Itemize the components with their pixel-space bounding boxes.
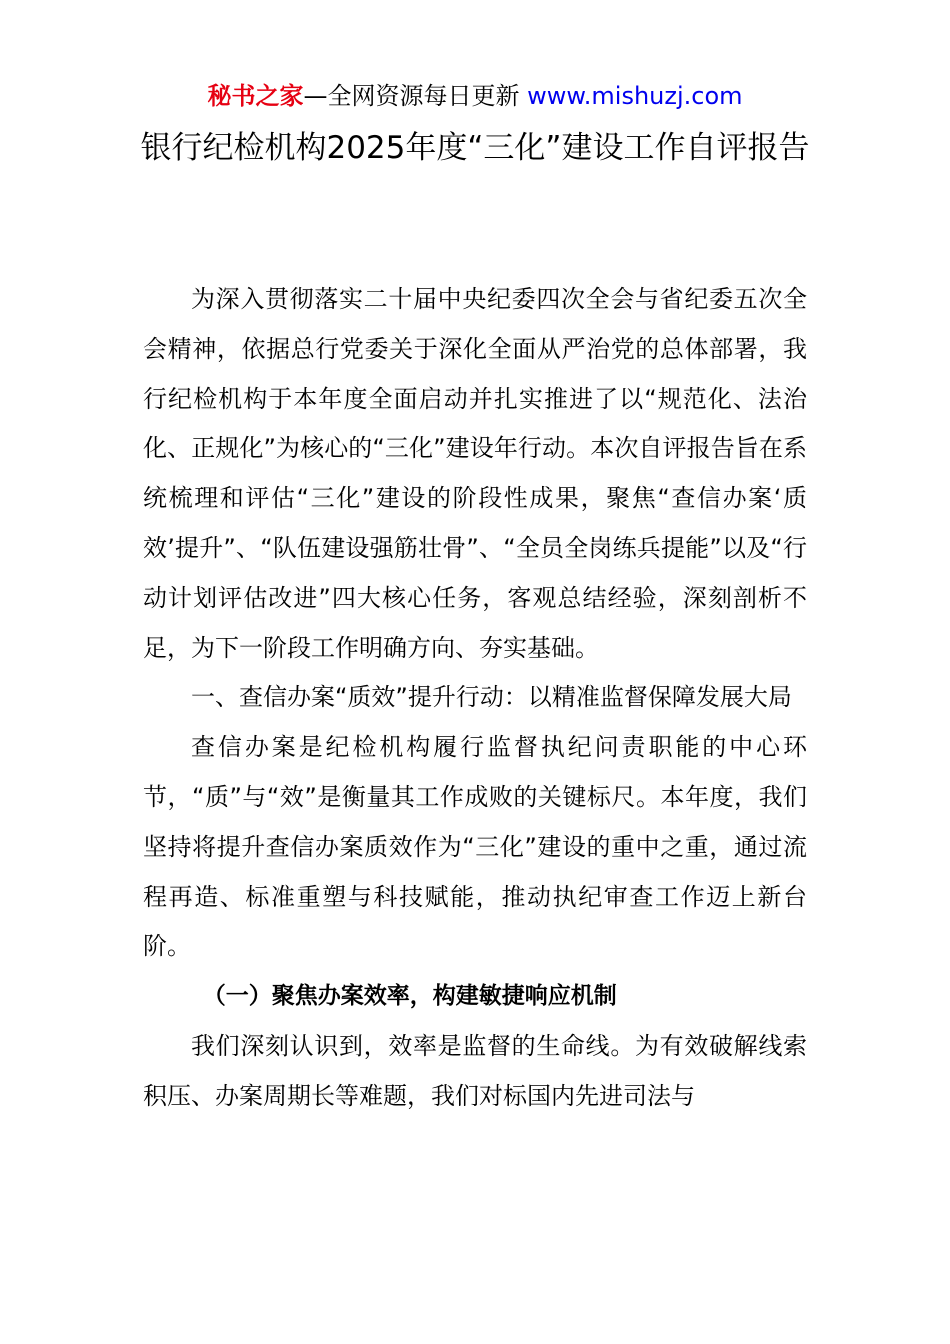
header-tagline: —全网资源每日更新	[303, 82, 528, 110]
site-header	[0, 78, 950, 114]
section-paragraph: 查信办案是纪检机构履行监督执纪问责职能的中心环节，“质”与“效”是衡量其工作成败的关键标尺。本年度，我们坚持将提升查信办案质效作为“三化”建设的重中之重，通过流程再造、标准重塑与科技赋能，推动执纪审查工作迈上新台阶。	[143, 733, 807, 961]
site-url-link[interactable]: www.mishuzj.com	[527, 82, 743, 110]
document-title: 银行纪检机构2025年度“三化”建设工作自评报告	[140, 130, 810, 166]
intro-paragraph: 为深入贯彻落实二十届中央纪委四次全会与省纪委五次全会精神，依据总行党委关于深化全面从严治党的总体部署，我行纪检机构于本年度全面启动并扎实推进了以“规范化、法治化、正规化”为核心的“三化”建设年行动。本次自评报告旨在系统梳理和评估“三化”建设的阶段性成果，聚焦“查信办案‘质效’提升”、“队伍建设强筋壮骨”、“全员全岗练兵提能”以及“行动计划评估改进”四大核心任务，客观总结经验，深刻剖析不足，为下一阶段工作明确方向、夯实基础。	[143, 285, 807, 662]
brand-name: 秘书之家	[207, 82, 304, 110]
section-heading: 一、查信办案“质效”提升行动：以精准监督保障发展大局	[191, 683, 792, 712]
subsection-paragraph: 我们深刻认识到，效率是监督的生命线。为有效破解线索积压、办案周期长等难题，我们对标国内先进司法与	[143, 1031, 807, 1110]
subsection-heading: （一）聚焦办案效率，构建敏捷响应机制	[202, 983, 617, 1010]
document-body	[143, 275, 807, 1122]
